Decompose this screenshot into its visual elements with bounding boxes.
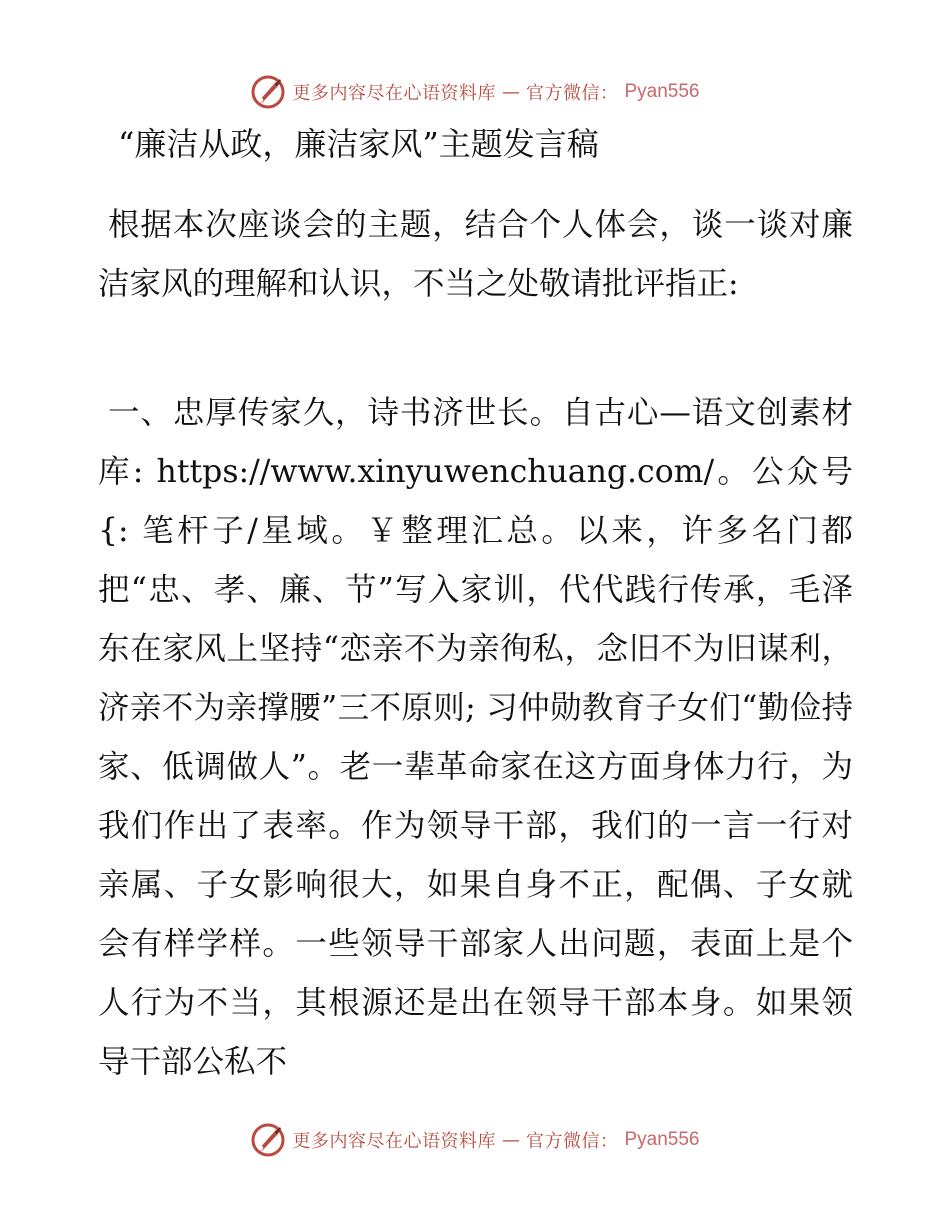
footer-banner xyxy=(0,1118,950,1162)
banner-wechat-id: Pyan556 xyxy=(624,81,700,102)
banner-text: 更多内容尽在心语资料库 xyxy=(292,1131,496,1152)
paragraph-intro: 根据本次座谈会的主题，结合个人体会，谈一谈对廉洁家风的理解和认识，不当之处敬请批评指正: xyxy=(98,207,853,302)
document-title: “廉洁从政，廉洁家风”主题发言稿 xyxy=(118,125,599,163)
quill-logo-icon xyxy=(250,74,286,110)
banner-wechat-label: 官方微信： xyxy=(525,1131,619,1152)
banner-wechat-label: 官方微信： xyxy=(525,83,619,104)
quill-logo-icon xyxy=(250,1122,286,1158)
header-banner xyxy=(0,70,950,114)
banner-separator: — xyxy=(501,81,520,103)
paragraph-section-one: 一、忠厚传家久，诗书济世长。自古心—语文创素材库: https://www.xinyuwenchuang.com/。公众号{: 笔杆子/星域。￥整理汇总。以来，许多名门都把“忠、孝、廉、节”写入家训，代代践行传承，毛泽东在家风上坚持“恋亲不为亲徇私，念旧不为旧谋利，济亲不为亲撑腰”三不原则; 习仲勋教育子女们“勤俭持家、低调做人”。老一辈革命家在这方面身体力行，为我们作出了表率。作为领导干部，我们的一言一行对亲属、子女影响很大，如果自身不正，配偶、子女就会有样学样。一些领导干部家人出问题，表面上是个人行为不当，其根源还是出在领导干部本身。如果领导干部公私不 xyxy=(98,395,853,1080)
banner-separator: — xyxy=(501,1129,520,1151)
banner-text: 更多内容尽在心语资料库 xyxy=(292,83,496,104)
banner-wechat-id: Pyan556 xyxy=(624,1129,700,1150)
